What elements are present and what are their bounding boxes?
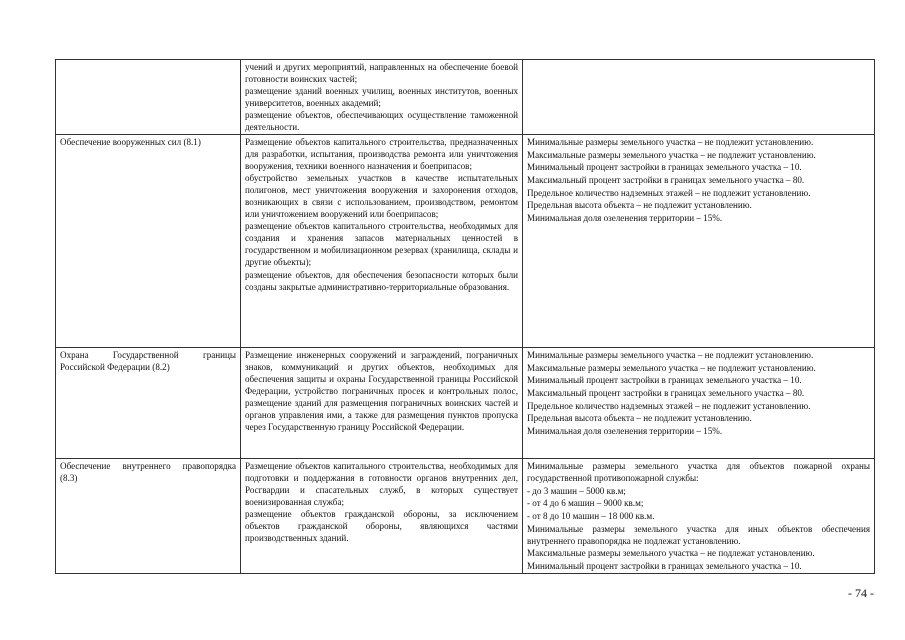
parameter-text: Минимальные размеры земельного участка – не подлежит установлению. (527, 350, 814, 360)
description-text: размещение объектов, для обеспечения безопасности которых были созданы закрытые административно-территориальные образования. (245, 269, 518, 292)
parameter-text: Предельное количество надземных этажей – не подлежит установлению. (527, 400, 811, 411)
parameter-text: Предельная высота объекта – не подлежит установлению. (527, 200, 752, 211)
use-description-cell (241, 60, 523, 135)
parameter-text: Предельная высота объекта – не подлежит установлению. (527, 413, 752, 424)
description-text: размещение объектов гражданской обороны, за исключением объектов гражданской обороны, являющихся частями производственных зданий. (245, 509, 518, 544)
parameter-text: Минимальные размеры земельного участка для иных объектов обеспечения внутреннего правопорядка не подлежат установлению. (527, 523, 870, 546)
parameter-text: Максимальные размеры земельного участка – не подлежат установлению. (527, 548, 815, 559)
parameters-cell (523, 60, 875, 135)
description-text: размещение объектов, обеспечивающих осуществление таможенной деятельности. (245, 110, 518, 133)
description-text: размещение зданий военных училищ, военных институтов, военных университетов, военных академий; (245, 86, 518, 109)
parameter-text: Минимальный процент застройки в границах земельного участка – 10. (527, 560, 802, 571)
use-name-cell: Охрана Государственной границы Российской Федерации (8.2) (56, 348, 241, 459)
description-text: учений и других мероприятий, направленных на обеспечение боевой готовности воинских частей; (245, 62, 518, 85)
use-description-cell (241, 348, 523, 459)
use-name-cell (56, 60, 241, 135)
parameter-text: Минимальная доля озеленения территории – 15%. (527, 212, 723, 223)
use-name-cell: Обеспечение внутреннего правопорядка (8.3) (56, 459, 241, 574)
parameter-text: - от 8 до 10 машин – 18 000 кв.м. (527, 510, 655, 521)
parameter-text: - от 4 до 6 машин – 9000 кв.м; (527, 498, 644, 509)
description-text: Размещение инженерных сооружений и заграждений, пограничных знаков, коммуникаций и других объектов, необходимых для обеспечения защиты и охраны Государственной границы Российской Федерации, устройство пограничных просек и контрольных полос, размещение зданий для размещения пограничных воинских частей и органов управления ими, а также для размещения пунктов пропуска через Государственную границу Российской Федерации. (245, 350, 518, 433)
use-description-cell (241, 135, 523, 348)
use-description-cell (241, 459, 523, 574)
page-number: - 74 - (848, 586, 874, 600)
parameter-text: Минимальный процент застройки в границах земельного участка – 10. (527, 375, 802, 386)
parameters-cell (523, 348, 875, 459)
parameter-text: Предельное количество надземных этажей – не подлежит установлению. (527, 187, 811, 198)
table-row (56, 60, 875, 135)
parameter-text: - до 3 машин – 5000 кв.м; (527, 485, 626, 496)
parameters-cell (523, 459, 875, 574)
parameter-text: Минимальные размеры земельного участка – не подлежит установлению. (527, 137, 814, 147)
description-text: Размещение объектов капитального строительства, необходимых для подготовки и поддержания в готовности органов внутренних дел, Росгвардии и спасательных служб, в которых существует военизированная служба; (245, 461, 518, 508)
parameter-text: Максимальный процент застройки в границах земельного участка – 80. (527, 387, 805, 398)
parameter-text: Максимальные размеры земельного участка – не подлежит установлению. (527, 362, 816, 373)
parameter-text: Минимальные размеры земельного участка для объектов пожарной охраны государственной противопожарной службы: (527, 461, 870, 484)
use-name-cell: Обеспечение вооруженных сил (8.1) (56, 135, 241, 348)
description-text: Размещение объектов капитального строительства, предназначенных для разработки, испытания, производства ремонта или уничтожения вооружения, техники военного назначения и боеприпасов; (245, 137, 518, 172)
parameter-text: Максимальный процент застройки в границах земельного участка – 80. (527, 174, 805, 185)
parameter-text: Минимальный процент застройки в границах земельного участка – 10. (527, 162, 802, 173)
parameter-text: Минимальная доля озеленения территории – 15%. (527, 425, 723, 436)
table-row (56, 459, 875, 574)
description-text: размещение объектов капитального строительства, необходимых для создания и хранения запасов материальных ценностей в государственном и мобилизационном резервах (хранилища, склады и другие объекты); (245, 221, 518, 268)
table-row (56, 135, 875, 348)
regulations-table (55, 59, 875, 574)
table-row (56, 348, 875, 459)
parameter-text: Максимальные размеры земельного участка – не подлежит установлению. (527, 149, 816, 160)
description-text: обустройство земельных участков в качестве испытательных полигонов, мест уничтожения вооружения и захоронения отходов, возникающих в связи с использованием, производством, ремонтом или уничтожением вооружений или боеприпасов; (245, 173, 518, 220)
parameters-cell (523, 135, 875, 348)
